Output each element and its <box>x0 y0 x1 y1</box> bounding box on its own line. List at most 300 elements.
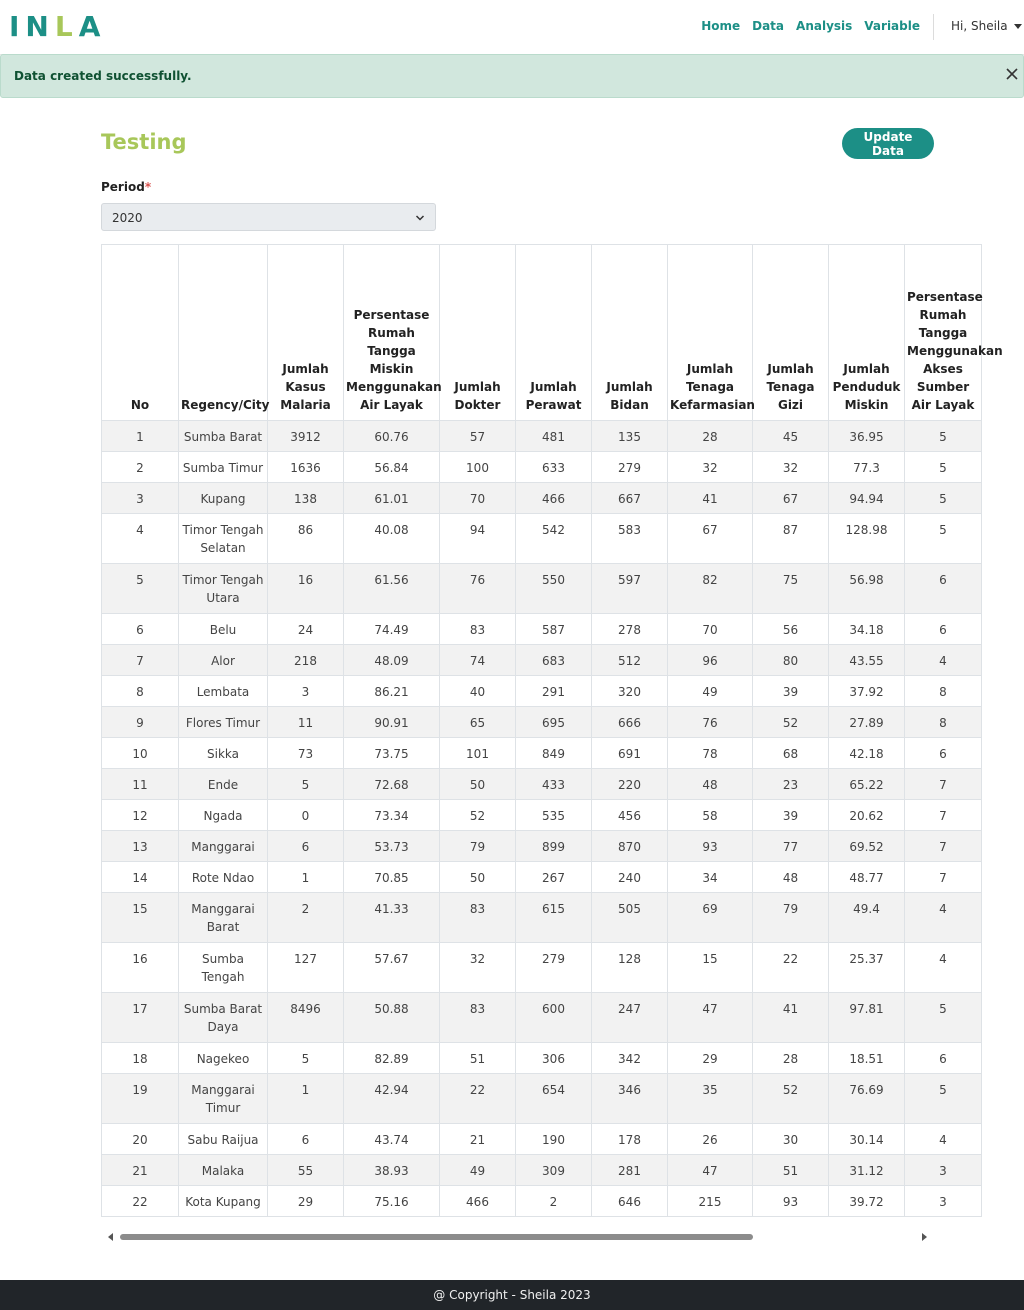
table-cell: 39.72 <box>829 1186 905 1217</box>
table-cell: 6 <box>905 614 982 645</box>
table-cell: Lembata <box>179 676 268 707</box>
column-header: Jumlah Bidan <box>592 245 668 421</box>
table-cell: 3 <box>905 1155 982 1186</box>
table-cell: 65.22 <box>829 769 905 800</box>
table-cell: 87 <box>753 514 829 564</box>
table-cell: 278 <box>592 614 668 645</box>
table-cell: 240 <box>592 862 668 893</box>
table-cell: 14 <box>102 862 179 893</box>
table-cell: Ende <box>179 769 268 800</box>
period-label-text: Period <box>101 180 145 194</box>
table-cell: 8 <box>905 707 982 738</box>
nav-divider <box>933 14 934 40</box>
table-cell: 69.52 <box>829 831 905 862</box>
table-cell: 49 <box>668 676 753 707</box>
table-cell: 57 <box>440 421 516 452</box>
table-cell: 43.55 <box>829 645 905 676</box>
table-row <box>102 1186 982 1217</box>
table-cell: 633 <box>516 452 592 483</box>
table-cell: 279 <box>516 943 592 993</box>
table-cell: 83 <box>440 993 516 1043</box>
table-cell: 75 <box>753 564 829 614</box>
footer <box>0 1280 1024 1310</box>
table-cell: 4 <box>905 1124 982 1155</box>
table-cell: 48 <box>668 769 753 800</box>
table-cell: 2 <box>102 452 179 483</box>
column-header: Jumlah Perawat <box>516 245 592 421</box>
table-cell: 73 <box>268 738 344 769</box>
table-cell: 5 <box>268 769 344 800</box>
nav-link-data[interactable]: Data <box>752 19 785 33</box>
table-cell: 8 <box>905 676 982 707</box>
table-cell: 24 <box>268 614 344 645</box>
table-cell: 70.85 <box>344 862 440 893</box>
table-cell: 22 <box>753 943 829 993</box>
brand-logo[interactable] <box>9 10 107 43</box>
table-cell: 22 <box>440 1074 516 1124</box>
table-row <box>102 1043 982 1074</box>
table-cell: 466 <box>440 1186 516 1217</box>
chevron-down-icon <box>415 213 425 223</box>
table-cell: 30.14 <box>829 1124 905 1155</box>
table-cell: 899 <box>516 831 592 862</box>
table-cell: 17 <box>102 993 179 1043</box>
scrollbar-thumb[interactable] <box>120 1234 753 1240</box>
page-title: Testing <box>101 130 187 154</box>
table-row <box>102 893 982 943</box>
table-row <box>102 831 982 862</box>
table-cell: 39 <box>753 800 829 831</box>
required-mark: * <box>144 180 152 194</box>
table-cell: 52 <box>753 1074 829 1124</box>
table-cell: 35 <box>668 1074 753 1124</box>
table-cell: 5 <box>905 514 982 564</box>
period-label <box>101 180 151 194</box>
column-header: Jumlah Tenaga Gizi <box>753 245 829 421</box>
table-cell: 56 <box>753 614 829 645</box>
table-cell: 6 <box>102 614 179 645</box>
table-row <box>102 676 982 707</box>
table-cell: 29 <box>268 1186 344 1217</box>
table-row <box>102 707 982 738</box>
table-cell: 2 <box>516 1186 592 1217</box>
table-header-row <box>102 245 982 421</box>
table-cell: 220 <box>592 769 668 800</box>
table-cell: 654 <box>516 1074 592 1124</box>
table-cell: Nagekeo <box>179 1043 268 1074</box>
table-cell: 5 <box>905 421 982 452</box>
table-row <box>102 564 982 614</box>
table-cell: 50 <box>440 862 516 893</box>
table-cell: 5 <box>268 1043 344 1074</box>
table-cell: 100 <box>440 452 516 483</box>
period-select[interactable] <box>101 203 436 231</box>
table-cell: Timor Tengah Utara <box>179 564 268 614</box>
table-cell: Sikka <box>179 738 268 769</box>
table-row <box>102 514 982 564</box>
table-cell: 23 <box>753 769 829 800</box>
table-cell: 20 <box>102 1124 179 1155</box>
table-cell: 49.4 <box>829 893 905 943</box>
table-cell: 8 <box>102 676 179 707</box>
table-row <box>102 452 982 483</box>
table-cell: 247 <box>592 993 668 1043</box>
table-cell: 67 <box>753 483 829 514</box>
table-cell: 18 <box>102 1043 179 1074</box>
table-cell: 97.81 <box>829 993 905 1043</box>
table-cell: 51 <box>753 1155 829 1186</box>
table-cell: 52 <box>753 707 829 738</box>
table-cell: 346 <box>592 1074 668 1124</box>
horizontal-scrollbar[interactable] <box>101 1230 934 1244</box>
table-cell: Alor <box>179 645 268 676</box>
table-cell: 86 <box>268 514 344 564</box>
table-cell: 40.08 <box>344 514 440 564</box>
table-cell: 50.88 <box>344 993 440 1043</box>
table-cell: Sumba Barat Daya <box>179 993 268 1043</box>
table-cell: 50 <box>440 769 516 800</box>
table-cell: Belu <box>179 614 268 645</box>
table-cell: 178 <box>592 1124 668 1155</box>
table-cell: 0 <box>268 800 344 831</box>
table-cell: 5 <box>905 1074 982 1124</box>
table-cell: 21 <box>440 1124 516 1155</box>
table-cell: 218 <box>268 645 344 676</box>
table-cell: 80 <box>753 645 829 676</box>
table-cell: 127 <box>268 943 344 993</box>
table-cell: 16 <box>102 943 179 993</box>
table-cell: 48.77 <box>829 862 905 893</box>
table-cell: 12 <box>102 800 179 831</box>
table-cell: 11 <box>268 707 344 738</box>
table-cell: Kupang <box>179 483 268 514</box>
table-cell: 6 <box>268 1124 344 1155</box>
table-cell: 19 <box>102 1074 179 1124</box>
table-row <box>102 483 982 514</box>
table-cell: 56.98 <box>829 564 905 614</box>
table-cell: 74 <box>440 645 516 676</box>
table-cell: 70 <box>440 483 516 514</box>
table-cell: Sabu Raijua <box>179 1124 268 1155</box>
table-cell: 90.91 <box>344 707 440 738</box>
table-cell: 16 <box>268 564 344 614</box>
table-cell: 36.95 <box>829 421 905 452</box>
table-cell: 53.73 <box>344 831 440 862</box>
table-cell: 34.18 <box>829 614 905 645</box>
table-cell: 542 <box>516 514 592 564</box>
logo-letter-n: N <box>25 10 55 43</box>
table-row <box>102 421 982 452</box>
table-cell: 135 <box>592 421 668 452</box>
user-greeting: Hi, Sheila <box>951 19 1008 33</box>
table-cell: 128.98 <box>829 514 905 564</box>
table-cell: 49 <box>440 1155 516 1186</box>
table-cell: 61.56 <box>344 564 440 614</box>
table-cell: 93 <box>753 1186 829 1217</box>
table-cell: 535 <box>516 800 592 831</box>
table-cell: 32 <box>668 452 753 483</box>
table-cell: 73.34 <box>344 800 440 831</box>
table-cell: 3 <box>268 676 344 707</box>
scroll-left-icon[interactable] <box>108 1233 113 1241</box>
table-cell: 583 <box>592 514 668 564</box>
table-cell: 73.75 <box>344 738 440 769</box>
table-cell: 190 <box>516 1124 592 1155</box>
table-cell: 2 <box>268 893 344 943</box>
table-cell: Sumba Barat <box>179 421 268 452</box>
table-cell: 3912 <box>268 421 344 452</box>
table-cell: 79 <box>753 893 829 943</box>
table-cell: 666 <box>592 707 668 738</box>
table-row <box>102 738 982 769</box>
table-cell: 4 <box>905 893 982 943</box>
table-cell: Flores Timur <box>179 707 268 738</box>
table-cell: 76 <box>440 564 516 614</box>
navbar <box>0 0 1024 55</box>
table-cell: 306 <box>516 1043 592 1074</box>
table-row <box>102 1124 982 1155</box>
table-cell: Rote Ndao <box>179 862 268 893</box>
table-cell: 41 <box>668 483 753 514</box>
table-cell: 215 <box>668 1186 753 1217</box>
nav-link-analysis[interactable]: Analysis <box>796 19 853 33</box>
table-cell: 68 <box>753 738 829 769</box>
column-header: Jumlah Penduduk Miskin <box>829 245 905 421</box>
table-cell: 82.89 <box>344 1043 440 1074</box>
table-cell: 21 <box>102 1155 179 1186</box>
table-cell: Manggarai <box>179 831 268 862</box>
table-cell: 1 <box>102 421 179 452</box>
table-cell: Timor Tengah Selatan <box>179 514 268 564</box>
table-cell: 45 <box>753 421 829 452</box>
table-cell: 512 <box>592 645 668 676</box>
table-cell: 320 <box>592 676 668 707</box>
table-cell: 96 <box>668 645 753 676</box>
table-cell: 7 <box>905 831 982 862</box>
table-cell: 1636 <box>268 452 344 483</box>
scroll-right-icon[interactable] <box>922 1233 927 1241</box>
column-header: Jumlah Kasus Malaria <box>268 245 344 421</box>
table-cell: Manggarai Barat <box>179 893 268 943</box>
table-cell: 5 <box>905 483 982 514</box>
footer-copyright: @ Copyright - Sheila 2023 <box>433 1288 591 1302</box>
table-cell: 82 <box>668 564 753 614</box>
table-cell: 22 <box>102 1186 179 1217</box>
table-cell: 6 <box>905 738 982 769</box>
nav-link-home[interactable]: Home <box>701 19 741 33</box>
table-cell: 75.16 <box>344 1186 440 1217</box>
table-cell: 505 <box>592 893 668 943</box>
table-cell: 34 <box>668 862 753 893</box>
table-row <box>102 993 982 1043</box>
table-cell: 47 <box>668 1155 753 1186</box>
table-cell: 47 <box>668 993 753 1043</box>
table-cell: 31.12 <box>829 1155 905 1186</box>
table-cell: 83 <box>440 893 516 943</box>
caret-down-icon <box>1014 24 1022 29</box>
table-cell: 281 <box>592 1155 668 1186</box>
table-cell: 1 <box>268 862 344 893</box>
table-cell: 646 <box>592 1186 668 1217</box>
table-cell: 55 <box>268 1155 344 1186</box>
table-cell: 870 <box>592 831 668 862</box>
table-cell: 20.62 <box>829 800 905 831</box>
alert-message: Data created successfully. <box>14 69 192 83</box>
table-cell: 56.84 <box>344 452 440 483</box>
table-cell: 67 <box>668 514 753 564</box>
table-cell: 39 <box>753 676 829 707</box>
table-cell: 32 <box>753 452 829 483</box>
close-icon[interactable] <box>1003 65 1021 83</box>
logo-letter-l: L <box>54 10 79 43</box>
column-header: Persentase Rumah Tangga Menggunakan Akses Sumber Air Layak <box>905 245 982 421</box>
table-cell: 94.94 <box>829 483 905 514</box>
table-cell: 28 <box>753 1043 829 1074</box>
table-cell: 667 <box>592 483 668 514</box>
table-cell: 267 <box>516 862 592 893</box>
table-cell: 456 <box>592 800 668 831</box>
table-cell: 60.76 <box>344 421 440 452</box>
table-cell: 4 <box>905 943 982 993</box>
column-header: Jumlah Dokter <box>440 245 516 421</box>
table-cell: 615 <box>516 893 592 943</box>
table-cell: Ngada <box>179 800 268 831</box>
table-cell: 6 <box>268 831 344 862</box>
table-cell: 42.18 <box>829 738 905 769</box>
table-cell: 94 <box>440 514 516 564</box>
table-cell: 48.09 <box>344 645 440 676</box>
table-cell: 78 <box>668 738 753 769</box>
table-cell: 291 <box>516 676 592 707</box>
column-header: Jumlah Tenaga Kefarmasian <box>668 245 753 421</box>
table-cell: Malaka <box>179 1155 268 1186</box>
column-header: Regency/City <box>179 245 268 421</box>
table-row <box>102 800 982 831</box>
table-cell: 26 <box>668 1124 753 1155</box>
table-cell: 93 <box>668 831 753 862</box>
table-cell: Kota Kupang <box>179 1186 268 1217</box>
table-cell: 587 <box>516 614 592 645</box>
table-cell: 52 <box>440 800 516 831</box>
table-cell: 37.92 <box>829 676 905 707</box>
table-cell: 128 <box>592 943 668 993</box>
table-cell: 77 <box>753 831 829 862</box>
table-cell: 41.33 <box>344 893 440 943</box>
table-cell: 600 <box>516 993 592 1043</box>
table-cell: 597 <box>592 564 668 614</box>
table-cell: 51 <box>440 1043 516 1074</box>
table-cell: 72.68 <box>344 769 440 800</box>
column-header: Persentase Rumah Tangga Miskin Menggunakan Air Layak <box>344 245 440 421</box>
table-cell: 695 <box>516 707 592 738</box>
table-cell: 7 <box>905 800 982 831</box>
table-row <box>102 862 982 893</box>
table-cell: 29 <box>668 1043 753 1074</box>
table-cell: 550 <box>516 564 592 614</box>
table-row <box>102 943 982 993</box>
period-selected-value: 2020 <box>112 211 143 225</box>
table-cell: 7 <box>905 769 982 800</box>
table-cell: 18.51 <box>829 1043 905 1074</box>
logo-letter-a: A <box>78 10 107 43</box>
success-alert <box>0 54 1024 98</box>
table-body <box>102 421 982 1217</box>
table-cell: 41 <box>753 993 829 1043</box>
table-cell: 7 <box>102 645 179 676</box>
table-cell: 40 <box>440 676 516 707</box>
table-cell: 48 <box>753 862 829 893</box>
table-cell: 27.89 <box>829 707 905 738</box>
table-cell: 57.67 <box>344 943 440 993</box>
table-cell: 466 <box>516 483 592 514</box>
table-cell: 1 <box>268 1074 344 1124</box>
table-row <box>102 614 982 645</box>
table-cell: 65 <box>440 707 516 738</box>
table-cell: Manggarai Timur <box>179 1074 268 1124</box>
table-cell: 8496 <box>268 993 344 1043</box>
nav-link-variable[interactable]: Variable <box>864 19 920 33</box>
table-cell: 849 <box>516 738 592 769</box>
table-cell: 28 <box>668 421 753 452</box>
table-cell: 30 <box>753 1124 829 1155</box>
table-row <box>102 1074 982 1124</box>
table-cell: 69 <box>668 893 753 943</box>
table-cell: 5 <box>905 452 982 483</box>
table-cell: 342 <box>592 1043 668 1074</box>
table-cell: 61.01 <box>344 483 440 514</box>
table-cell: 101 <box>440 738 516 769</box>
table-cell: 6 <box>905 564 982 614</box>
update-data-button[interactable]: Update Data <box>842 128 934 159</box>
table-cell: Sumba Tengah <box>179 943 268 993</box>
table-cell: 58 <box>668 800 753 831</box>
table-cell: 76 <box>668 707 753 738</box>
table-cell: 6 <box>905 1043 982 1074</box>
table-cell: 7 <box>905 862 982 893</box>
table-cell: 4 <box>102 514 179 564</box>
table-cell: 3 <box>905 1186 982 1217</box>
table-cell: 15 <box>668 943 753 993</box>
table-cell: 481 <box>516 421 592 452</box>
user-menu[interactable] <box>951 19 1022 33</box>
table-cell: 74.49 <box>344 614 440 645</box>
table-cell: 86.21 <box>344 676 440 707</box>
table-cell: 70 <box>668 614 753 645</box>
table-cell: 433 <box>516 769 592 800</box>
table-cell: 9 <box>102 707 179 738</box>
table-cell: 83 <box>440 614 516 645</box>
table-cell: 43.74 <box>344 1124 440 1155</box>
table-cell: Sumba Timur <box>179 452 268 483</box>
table-cell: 691 <box>592 738 668 769</box>
table-cell: 4 <box>905 645 982 676</box>
nav-links <box>701 19 920 33</box>
table-cell: 11 <box>102 769 179 800</box>
table-cell: 42.94 <box>344 1074 440 1124</box>
table-cell: 5 <box>905 993 982 1043</box>
table-cell: 10 <box>102 738 179 769</box>
table-cell: 15 <box>102 893 179 943</box>
table-cell: 38.93 <box>344 1155 440 1186</box>
column-header: No <box>102 245 179 421</box>
data-table-container[interactable] <box>101 244 1003 1220</box>
logo-letter-i: I <box>9 10 26 43</box>
table-cell: 5 <box>102 564 179 614</box>
table-cell: 309 <box>516 1155 592 1186</box>
table-cell: 76.69 <box>829 1074 905 1124</box>
table-cell: 32 <box>440 943 516 993</box>
table-cell: 13 <box>102 831 179 862</box>
